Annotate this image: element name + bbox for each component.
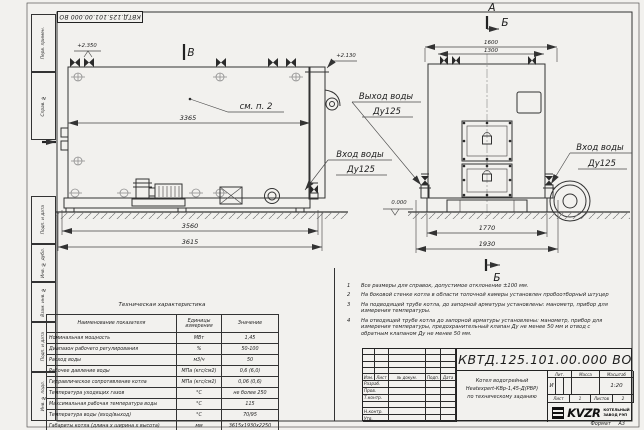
logo-text: KVZR: [567, 405, 601, 420]
signature-rows: [363, 381, 456, 422]
sheet-label: Лист: [548, 395, 570, 403]
margin-stamp-label: Перв. примен.: [41, 26, 46, 60]
title-block-right: [547, 371, 633, 422]
note-reference: см. п. 2: [239, 102, 273, 112]
cell: Габариты котла (длина х ширина х высота): [47, 421, 177, 430]
col-header-unit: Единицы измерения: [177, 315, 222, 333]
cell: МВт: [177, 333, 222, 344]
margin-stamp-label: Инв. № дубл.: [41, 248, 46, 278]
logo-icon: [552, 407, 564, 419]
water-inlet-label-end: Вход воды: [576, 143, 624, 153]
scale-value: 1:20: [600, 378, 634, 395]
pump-assembly: [132, 179, 185, 206]
note-number: 4: [347, 317, 351, 324]
note-text: На боковой стенке котла в области топочной камеры установлен пробоотборный штуцер: [361, 292, 609, 299]
format-value: А3: [618, 421, 625, 427]
cell: не более 250: [222, 388, 279, 399]
signature-header-row: [363, 374, 456, 381]
product-name: [456, 371, 547, 422]
dim-width-overall: 1600: [484, 40, 498, 46]
logo-subtitle-line2: ЗАВОД РЭП: [603, 412, 628, 417]
row-label: Разраб.: [363, 381, 389, 388]
tech-table-title: Техническая характеристика: [118, 302, 206, 308]
cell: м3/ч: [177, 355, 222, 366]
logo-subtitle: [603, 408, 629, 417]
cell: Температура воды (вход/выход): [47, 410, 177, 421]
cell: МПа (кгс/см2): [177, 377, 222, 388]
table-row: [47, 344, 279, 355]
col-list: Лист: [375, 374, 389, 381]
scale-label: Масштаб: [600, 371, 634, 378]
grid-cell: [426, 402, 441, 409]
margin-stamp-label: Инв. № подл.: [41, 381, 46, 412]
lit-mass-scale-values: [548, 378, 634, 395]
note-item: [347, 283, 619, 290]
water-outlet-label: Выход воды: [358, 92, 414, 102]
grid-cell: [389, 408, 426, 415]
doc-code-stamp: КВТД.125.101.00.000 ВО: [57, 11, 143, 23]
row-label: Н.контр.: [363, 408, 389, 415]
note-text: На подводящей трубе котла, до запорной арматуры установлены: манометр, прибор для измерения температуры.: [361, 301, 608, 315]
grid-cell: [441, 395, 456, 402]
dim-base-width: 1770: [478, 224, 496, 232]
note-number: 2: [347, 292, 351, 299]
elevation-flue: +2.130: [336, 53, 356, 59]
table-row: [47, 355, 279, 366]
cell: %: [177, 344, 222, 355]
cell: Гидравлическое сопротивление котла: [47, 377, 177, 388]
water-inlet-dn-end: Ду125: [588, 159, 616, 169]
row-label: Т.контр.: [363, 395, 389, 402]
sight-glass: [265, 189, 280, 204]
lit-label: Лит.: [548, 371, 572, 378]
col-header-name: Наименование показателя: [47, 315, 177, 333]
cell: °С: [177, 410, 222, 421]
dim-body-length: 3365: [179, 114, 197, 122]
water-outlet-dn: Ду125: [373, 107, 401, 117]
cell: Диапазон рабочего регулирования: [47, 344, 177, 355]
lit-value: И: [548, 378, 556, 395]
margin-stamp-label: Справ. №: [41, 95, 46, 117]
revision-grid: [363, 349, 456, 374]
product-name-line1: Котел водогрейный: [475, 378, 529, 384]
margin-stamp-label: Подп. и дата: [41, 205, 46, 235]
lower-door: [462, 164, 512, 197]
divider-line: [334, 268, 335, 421]
water-inlet-dn-side: Ду125: [347, 165, 375, 175]
grid-cell: [426, 415, 441, 422]
dim-overall-length: 3615: [181, 238, 199, 246]
mass-value: [572, 378, 600, 395]
flange-marks: [68, 73, 303, 197]
inspection-hatch: [517, 92, 541, 113]
sheet-value: 1: [570, 395, 591, 403]
table-row: [47, 377, 279, 388]
table-row: [47, 366, 279, 377]
boiler-side-view: [56, 58, 348, 219]
outlet-pipe-stub: [419, 174, 431, 198]
note-item: [347, 302, 619, 316]
section-mark-a-top: А: [488, 2, 496, 14]
margin-stamp-label: Взам. инв. №: [41, 287, 46, 317]
logo-subtitle-line1: КОТЕЛЬНЫЙ: [603, 408, 630, 413]
cell: Максимальная рабочая температура воды: [47, 399, 177, 410]
row-label: Пров.: [363, 388, 389, 395]
margin-stamp-perv-primen: [31, 14, 56, 72]
note-number: 3: [347, 301, 351, 308]
grid-cell: [556, 378, 564, 395]
side-view-dimensions: [42, 43, 421, 251]
cell: 3615х1930х2250: [222, 421, 279, 430]
grid-cell: [441, 402, 456, 409]
table-row: [47, 388, 279, 399]
cell: °С: [177, 388, 222, 399]
cell: Рабочее давление воды: [47, 366, 177, 377]
sheets-value: 2: [613, 395, 634, 403]
margin-stamp-podp-data-1: [31, 196, 56, 244]
row-label: Утв.: [363, 415, 389, 422]
format-label: Формат: [590, 421, 611, 427]
cell: Расход воды: [47, 355, 177, 366]
cell: 50: [222, 355, 279, 366]
boiler-end-view: [408, 54, 630, 221]
col-doc: № докум.: [389, 374, 426, 381]
grid-cell: [426, 381, 441, 388]
grid-cell: [389, 415, 426, 422]
ground-hatch-left: [56, 212, 348, 219]
ground-hatch-right: [408, 212, 630, 219]
cell: Температура уходящих газов: [47, 388, 177, 399]
section-mark-v: В: [187, 47, 195, 59]
company-logo: [548, 403, 634, 422]
elevation-zero: 0.000: [391, 200, 407, 206]
margin-stamp-inv-dubl: [31, 244, 56, 282]
format-note: [500, 421, 625, 427]
grid-cell: [389, 395, 426, 402]
sheet-row: [548, 395, 634, 403]
cell: 0,06 (0,6): [222, 377, 279, 388]
margin-stamp-label: Подп. и дата: [41, 332, 46, 362]
section-mark-b-top: Б: [501, 17, 509, 29]
cell: МПа (кгс/см2): [177, 366, 222, 377]
end-view-dimensions: [416, 2, 632, 284]
table-row: [47, 421, 279, 430]
grid-cell: [441, 381, 456, 388]
row-label: [363, 402, 389, 409]
grid-cell: [564, 378, 572, 395]
note-item: [347, 292, 619, 299]
tech-characteristics: [46, 302, 278, 430]
cell: 1,45: [222, 333, 279, 344]
document-designation: КВТД.125.101.00.000 ВО: [456, 349, 633, 371]
water-inlet-label-side: Вход воды: [336, 150, 384, 160]
elevation-top: +2.350: [77, 43, 97, 49]
table-row: [47, 399, 279, 410]
grid-cell: [389, 388, 426, 395]
dim-base-length: 3560: [181, 222, 199, 230]
cell: °С: [177, 399, 222, 410]
cell: 70/95: [222, 410, 279, 421]
cell: Номинальная мощность: [47, 333, 177, 344]
grid-cell: [389, 381, 426, 388]
tech-table: [46, 314, 279, 430]
grid-cell: [389, 402, 426, 409]
note-text: Все размеры для справок, допустимое отклонение ±100 мм.: [361, 283, 529, 289]
cell: 115: [222, 399, 279, 410]
title-block: [362, 348, 632, 421]
notes-list: [347, 283, 619, 340]
table-row: [47, 333, 279, 344]
grid-cell: [426, 388, 441, 395]
dim-valve-spacing: 1300: [484, 48, 498, 54]
grid-cell: [426, 395, 441, 402]
table-header-row: [47, 315, 279, 333]
sheets-label: Листов: [591, 395, 613, 403]
note-number: 1: [347, 283, 351, 289]
dim-overall-width: 1930: [478, 240, 496, 248]
col-izm: Изм.: [363, 374, 374, 380]
margin-stamp-sprav: [31, 72, 56, 140]
mass-label: Масса: [572, 371, 600, 378]
col-podp: Подп.: [426, 374, 440, 380]
col-data: Дата: [441, 374, 456, 381]
col-header-value: Значение: [222, 315, 279, 333]
cell: мм: [177, 421, 222, 430]
note-item: [347, 318, 619, 338]
grid-cell: [441, 415, 456, 422]
product-name-line2: Heatexpert-КВр-1,45-Д(РВР): [465, 386, 539, 392]
note-text: На отводящей трубе котла до запорной арматуры установлены: манометр, прибор для измерения температуры, предохранительный клапан Ду не менее 50 мм и отвод с обратным клапаном Ду не менее 50 мм.: [361, 317, 603, 337]
grid-cell: [441, 388, 456, 395]
cell: 0,6 (6,0): [222, 366, 279, 377]
cell: 50-100: [222, 344, 279, 355]
grid-cell: [441, 408, 456, 415]
section-mark-b-bottom: Б: [493, 272, 501, 284]
grid-cell: [426, 408, 441, 415]
lit-mass-scale-header: [548, 371, 634, 378]
product-name-line3: по техническому заданию: [467, 394, 537, 400]
table-row: [47, 410, 279, 421]
